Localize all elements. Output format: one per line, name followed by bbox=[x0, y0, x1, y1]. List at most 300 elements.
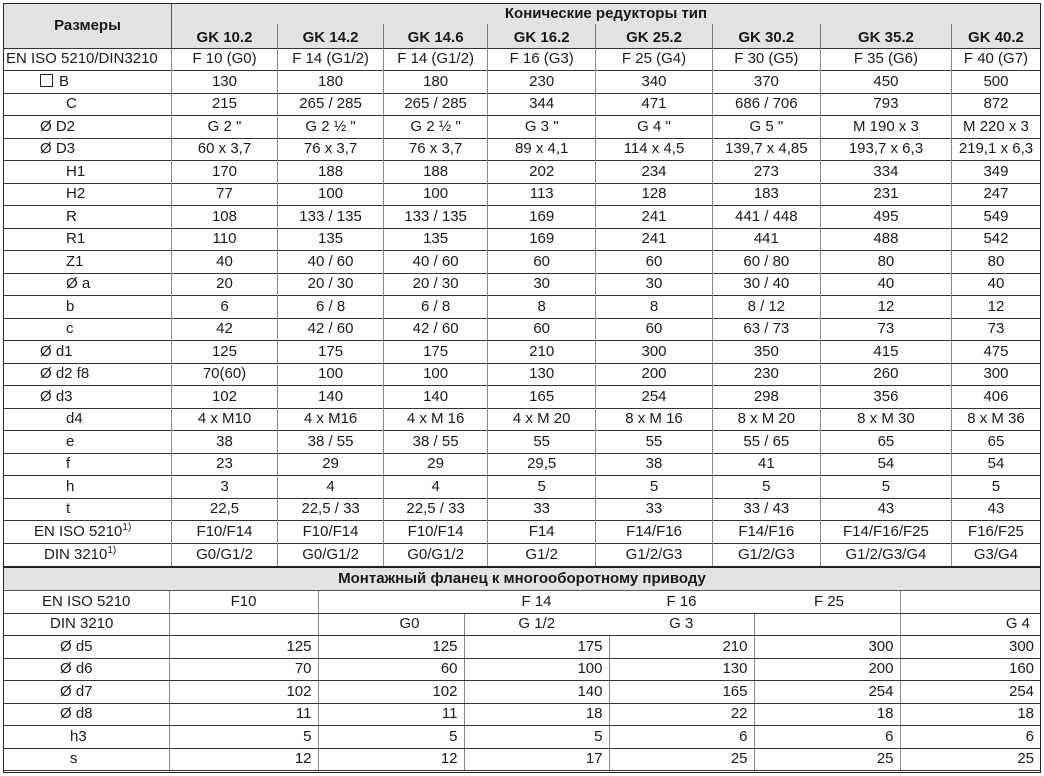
row-label-text: Ø a bbox=[66, 275, 91, 293]
row-label: Ø d6 bbox=[4, 658, 169, 681]
cell: F 30 (G5) bbox=[712, 48, 820, 71]
flange-en-iso-row bbox=[4, 591, 1040, 614]
cell: G 4 " bbox=[596, 116, 712, 139]
cell: 5 bbox=[596, 476, 712, 499]
cell: 76 x 3,7 bbox=[278, 138, 384, 161]
cell: 29 bbox=[384, 453, 488, 476]
cell: 215 bbox=[171, 93, 277, 116]
cell: 254 bbox=[754, 681, 900, 704]
table-row bbox=[4, 228, 1040, 251]
cell: 219,1 x 6,3 bbox=[951, 138, 1040, 161]
table-row bbox=[4, 636, 1040, 659]
cell: 349 bbox=[951, 161, 1040, 184]
cell: 542 bbox=[951, 228, 1040, 251]
cell: F 14 (G1/2) bbox=[384, 48, 488, 71]
row-label bbox=[4, 273, 171, 296]
cell: 113 bbox=[488, 183, 596, 206]
cell: 22,5 / 33 bbox=[384, 498, 488, 521]
cell: 38 / 55 bbox=[384, 431, 488, 454]
table-row bbox=[4, 681, 1040, 704]
row-label-text: t bbox=[66, 500, 71, 518]
row-label bbox=[4, 408, 171, 431]
cell: 60 bbox=[596, 251, 712, 274]
cell: M 220 x 3 bbox=[951, 116, 1040, 139]
cell: 60 bbox=[596, 318, 712, 341]
row-label-text: Ø d2 f8 bbox=[40, 365, 90, 383]
cell: F10 bbox=[169, 591, 318, 614]
cell: 130 bbox=[609, 658, 754, 681]
cell: 234 bbox=[596, 161, 712, 184]
cell: 3 bbox=[171, 476, 277, 499]
cell: F 10 (G0) bbox=[171, 48, 277, 71]
cell: 133 / 135 bbox=[278, 206, 384, 229]
table-row bbox=[4, 138, 1040, 161]
row-label bbox=[4, 228, 171, 251]
row-label bbox=[4, 318, 171, 341]
cell: 340 bbox=[596, 71, 712, 94]
cell: G1/2/G3 bbox=[596, 543, 712, 566]
cell: 180 bbox=[384, 71, 488, 94]
cell: 188 bbox=[278, 161, 384, 184]
cell: 441 bbox=[712, 228, 820, 251]
cell: 23 bbox=[171, 453, 277, 476]
cell: 300 bbox=[596, 341, 712, 364]
cell: 100 bbox=[384, 363, 488, 386]
cell: 4 bbox=[278, 476, 384, 499]
cell: F14/F16/F25 bbox=[820, 521, 951, 544]
cell: 300 bbox=[754, 636, 900, 659]
row-label-text: Z1 bbox=[66, 252, 84, 270]
cell: 170 bbox=[171, 161, 277, 184]
row-label bbox=[4, 93, 171, 116]
cell: 60 / 80 bbox=[712, 251, 820, 274]
cell bbox=[900, 591, 1040, 614]
cell: 241 bbox=[596, 228, 712, 251]
row-label-text: Ø d1 bbox=[40, 342, 73, 360]
row-label bbox=[4, 48, 171, 71]
cell: 55 / 65 bbox=[712, 431, 820, 454]
cell: 298 bbox=[712, 386, 820, 409]
row-label bbox=[4, 183, 171, 206]
cell: 33 bbox=[488, 498, 596, 521]
cell: 29 bbox=[278, 453, 384, 476]
group-title: Конические редукторы тип bbox=[171, 4, 1040, 24]
model-header: GK 16.2 bbox=[488, 24, 596, 48]
cell: 54 bbox=[820, 453, 951, 476]
row-label bbox=[4, 296, 171, 319]
cell: 100 bbox=[278, 183, 384, 206]
table-row bbox=[4, 521, 1040, 544]
cell: 30 bbox=[596, 273, 712, 296]
footnote-mark: 1) bbox=[107, 544, 117, 556]
table-row bbox=[4, 703, 1040, 726]
cell: 5 bbox=[951, 476, 1040, 499]
cell: 300 bbox=[900, 636, 1040, 659]
cell: 42 bbox=[171, 318, 277, 341]
row-label bbox=[4, 543, 171, 566]
cell: G0/G1/2 bbox=[278, 543, 384, 566]
cell: 193,7 x 6,3 bbox=[820, 138, 951, 161]
cell: 60 bbox=[488, 251, 596, 274]
cell: 471 bbox=[596, 93, 712, 116]
cell: 70 bbox=[169, 658, 318, 681]
row-label bbox=[4, 251, 171, 274]
cell: 140 bbox=[384, 386, 488, 409]
cell: 254 bbox=[596, 386, 712, 409]
cell: 18 bbox=[754, 703, 900, 726]
cell: 265 / 285 bbox=[384, 93, 488, 116]
cell: 6 / 8 bbox=[384, 296, 488, 319]
cell: G1/2 bbox=[488, 543, 596, 566]
row-label: Ø d5 bbox=[4, 636, 169, 659]
table-row bbox=[4, 341, 1040, 364]
cell: F10/F14 bbox=[278, 521, 384, 544]
cell: 43 bbox=[820, 498, 951, 521]
cell: 441 / 448 bbox=[712, 206, 820, 229]
model-header: GK 35.2 bbox=[820, 24, 951, 48]
cell: 77 bbox=[171, 183, 277, 206]
cell: 130 bbox=[171, 71, 277, 94]
cell: 54 bbox=[951, 453, 1040, 476]
row-label-text: R bbox=[66, 207, 77, 225]
table-row bbox=[4, 48, 1040, 71]
cell bbox=[169, 613, 318, 636]
cell: 210 bbox=[609, 636, 754, 659]
cell: 139,7 x 4,85 bbox=[712, 138, 820, 161]
cell: 100 bbox=[278, 363, 384, 386]
cell: 135 bbox=[384, 228, 488, 251]
cell: 38 bbox=[596, 453, 712, 476]
cell: 356 bbox=[820, 386, 951, 409]
cell: F 35 (G6) bbox=[820, 48, 951, 71]
cell: 128 bbox=[596, 183, 712, 206]
cell: 60 x 3,7 bbox=[171, 138, 277, 161]
cell: 140 bbox=[278, 386, 384, 409]
cell: G0 bbox=[318, 613, 464, 636]
dimension-sheet bbox=[3, 3, 1041, 773]
cell: 12 bbox=[318, 748, 464, 771]
cell: G 2 ½ " bbox=[278, 116, 384, 139]
row-label-text: H2 bbox=[66, 185, 86, 203]
cell: 110 bbox=[171, 228, 277, 251]
row-label: DIN 3210 bbox=[4, 613, 169, 636]
cell: 22 bbox=[609, 703, 754, 726]
row-label bbox=[4, 453, 171, 476]
cell: G 2 ½ " bbox=[384, 116, 488, 139]
cell: 40 / 60 bbox=[384, 251, 488, 274]
table-row bbox=[4, 386, 1040, 409]
cell: F14/F16 bbox=[712, 521, 820, 544]
cell: 406 bbox=[951, 386, 1040, 409]
cell: 42 / 60 bbox=[384, 318, 488, 341]
cell: G3/G4 bbox=[951, 543, 1040, 566]
cell: 63 / 73 bbox=[712, 318, 820, 341]
cell: 29,5 bbox=[488, 453, 596, 476]
row-label-text: EN ISO 5210 bbox=[34, 522, 123, 540]
square-symbol-icon bbox=[40, 74, 53, 87]
row-label-text: R1 bbox=[66, 230, 86, 248]
cell: 42 / 60 bbox=[278, 318, 384, 341]
table-row bbox=[4, 206, 1040, 229]
row-label: EN ISO 5210 bbox=[4, 591, 169, 614]
cell: 165 bbox=[609, 681, 754, 704]
cell: 73 bbox=[951, 318, 1040, 341]
cell: 100 bbox=[384, 183, 488, 206]
row-label bbox=[4, 116, 171, 139]
cell: 102 bbox=[169, 681, 318, 704]
cell: F10/F14 bbox=[384, 521, 488, 544]
cell: 5 bbox=[169, 726, 318, 749]
cell: 370 bbox=[712, 71, 820, 94]
row-label-text: H1 bbox=[66, 162, 86, 180]
cell: 89 x 4,1 bbox=[488, 138, 596, 161]
row-label-text: d4 bbox=[66, 410, 83, 428]
model-header: GK 10.2 bbox=[171, 24, 277, 48]
cell: 4 x M 16 bbox=[384, 408, 488, 431]
cell: 25 bbox=[609, 748, 754, 771]
table-row bbox=[4, 543, 1040, 566]
cell: 488 bbox=[820, 228, 951, 251]
row-label-text: e bbox=[66, 432, 75, 450]
cell: 160 bbox=[900, 658, 1040, 681]
row-label-text: DIN 3210 bbox=[44, 545, 108, 563]
cell: 241 bbox=[596, 206, 712, 229]
row-label-text: C bbox=[66, 95, 77, 113]
cell: 73 bbox=[820, 318, 951, 341]
cell: 102 bbox=[171, 386, 277, 409]
cell: 102 bbox=[318, 681, 464, 704]
cell: 100 bbox=[464, 658, 609, 681]
cell: 265 / 285 bbox=[278, 93, 384, 116]
cell: F 14 (G1/2) bbox=[278, 48, 384, 71]
cell: 4 bbox=[384, 476, 488, 499]
cell: F14/F16 bbox=[596, 521, 712, 544]
cell: 334 bbox=[820, 161, 951, 184]
cell: G 3 bbox=[609, 613, 754, 636]
cell: 549 bbox=[951, 206, 1040, 229]
cell: 6 / 8 bbox=[278, 296, 384, 319]
cell: 686 / 706 bbox=[712, 93, 820, 116]
cell: 500 bbox=[951, 71, 1040, 94]
cell: 169 bbox=[488, 206, 596, 229]
cell: 5 bbox=[820, 476, 951, 499]
cell: G 3 " bbox=[488, 116, 596, 139]
cell: F 14 bbox=[464, 591, 609, 614]
model-header: GK 40.2 bbox=[951, 24, 1040, 48]
cell: 18 bbox=[900, 703, 1040, 726]
cell: 175 bbox=[278, 341, 384, 364]
cell: 6 bbox=[754, 726, 900, 749]
cell: 25 bbox=[754, 748, 900, 771]
cell: 5 bbox=[712, 476, 820, 499]
cell: 60 bbox=[488, 318, 596, 341]
row-label-text: b bbox=[66, 297, 75, 315]
cell: 300 bbox=[951, 363, 1040, 386]
cell: 20 / 30 bbox=[278, 273, 384, 296]
cell: 130 bbox=[488, 363, 596, 386]
cell: 108 bbox=[171, 206, 277, 229]
cell: F14 bbox=[488, 521, 596, 544]
cell: 200 bbox=[754, 658, 900, 681]
row-label-text: f bbox=[66, 455, 71, 473]
cell: 20 bbox=[171, 273, 277, 296]
cell: 65 bbox=[820, 431, 951, 454]
flange-dimensions-table bbox=[4, 566, 1040, 772]
cell: 180 bbox=[278, 71, 384, 94]
table-row bbox=[4, 251, 1040, 274]
cell: 793 bbox=[820, 93, 951, 116]
cell: 6 bbox=[900, 726, 1040, 749]
row-label bbox=[4, 498, 171, 521]
row-label bbox=[4, 386, 171, 409]
table-row bbox=[4, 183, 1040, 206]
cell: 495 bbox=[820, 206, 951, 229]
cell: 183 bbox=[712, 183, 820, 206]
cell: 260 bbox=[820, 363, 951, 386]
table-row bbox=[4, 161, 1040, 184]
model-header: GK 14.2 bbox=[278, 24, 384, 48]
cell: G1/2/G3 bbox=[712, 543, 820, 566]
cell: 76 x 3,7 bbox=[384, 138, 488, 161]
model-header: GK 14.6 bbox=[384, 24, 488, 48]
cell: G 2 " bbox=[171, 116, 277, 139]
cell: 11 bbox=[169, 703, 318, 726]
cell: G1/2/G3/G4 bbox=[820, 543, 951, 566]
row-label: s bbox=[4, 748, 169, 771]
table-row bbox=[4, 363, 1040, 386]
table-row bbox=[4, 453, 1040, 476]
cell: 5 bbox=[464, 726, 609, 749]
cell: 230 bbox=[488, 71, 596, 94]
table-row bbox=[4, 273, 1040, 296]
cell: 33 bbox=[596, 498, 712, 521]
cell: F 16 (G3) bbox=[488, 48, 596, 71]
cell: 70(60) bbox=[171, 363, 277, 386]
cell: 65 bbox=[951, 431, 1040, 454]
gearbox-dimensions-table bbox=[4, 4, 1040, 566]
cell: 6 bbox=[609, 726, 754, 749]
cell: 18 bbox=[464, 703, 609, 726]
cell: 5 bbox=[488, 476, 596, 499]
cell: 8 bbox=[596, 296, 712, 319]
row-label bbox=[4, 341, 171, 364]
row-label bbox=[4, 71, 171, 94]
cell: 11 bbox=[318, 703, 464, 726]
cell: F 25 bbox=[754, 591, 900, 614]
flange-title: Монтажный фланец к многооборотному приводу bbox=[4, 567, 1040, 591]
row-label-text: Ø D3 bbox=[40, 140, 76, 158]
table-row bbox=[4, 726, 1040, 749]
cell: 33 / 43 bbox=[712, 498, 820, 521]
cell: G 5 " bbox=[712, 116, 820, 139]
cell: 4 x M 20 bbox=[488, 408, 596, 431]
table-row bbox=[4, 93, 1040, 116]
cell: 60 bbox=[318, 658, 464, 681]
cell: G 1/2 bbox=[464, 613, 609, 636]
row-label bbox=[4, 363, 171, 386]
cell: 273 bbox=[712, 161, 820, 184]
row-label bbox=[4, 206, 171, 229]
row-label-text: h bbox=[66, 477, 75, 495]
cell bbox=[318, 591, 464, 614]
cell: 40 bbox=[820, 273, 951, 296]
cell: 133 / 135 bbox=[384, 206, 488, 229]
cell: F 16 bbox=[609, 591, 754, 614]
size-header: Размеры bbox=[4, 4, 171, 48]
cell: 30 / 40 bbox=[712, 273, 820, 296]
cell: 165 bbox=[488, 386, 596, 409]
cell: 125 bbox=[171, 341, 277, 364]
cell: 135 bbox=[278, 228, 384, 251]
row-label bbox=[4, 476, 171, 499]
cell: 55 bbox=[488, 431, 596, 454]
cell: 5 bbox=[318, 726, 464, 749]
table-row bbox=[4, 296, 1040, 319]
cell: 140 bbox=[464, 681, 609, 704]
cell: F 40 (G7) bbox=[951, 48, 1040, 71]
cell: G 4 bbox=[900, 613, 1040, 636]
cell: 350 bbox=[712, 341, 820, 364]
table-row bbox=[4, 71, 1040, 94]
cell: 38 / 55 bbox=[278, 431, 384, 454]
table-row bbox=[4, 498, 1040, 521]
model-header: GK 30.2 bbox=[712, 24, 820, 48]
cell: 8 x M 30 bbox=[820, 408, 951, 431]
cell: 43 bbox=[951, 498, 1040, 521]
row-label-text: Ø D2 bbox=[40, 117, 76, 135]
table-row bbox=[4, 476, 1040, 499]
cell: 80 bbox=[820, 251, 951, 274]
row-label-text: B bbox=[59, 72, 70, 90]
cell: 40 bbox=[171, 251, 277, 274]
cell: 22,5 bbox=[171, 498, 277, 521]
model-header: GK 25.2 bbox=[596, 24, 712, 48]
cell: 247 bbox=[951, 183, 1040, 206]
cell: 415 bbox=[820, 341, 951, 364]
table-row bbox=[4, 408, 1040, 431]
cell: 38 bbox=[171, 431, 277, 454]
cell: 254 bbox=[900, 681, 1040, 704]
row-label-text: EN ISO 5210/DIN3210 bbox=[6, 50, 158, 68]
cell: 8 / 12 bbox=[712, 296, 820, 319]
cell: 230 bbox=[712, 363, 820, 386]
cell: 8 x M 20 bbox=[712, 408, 820, 431]
row-label bbox=[4, 161, 171, 184]
cell: 40 / 60 bbox=[278, 251, 384, 274]
cell: 22,5 / 33 bbox=[278, 498, 384, 521]
row-label bbox=[4, 138, 171, 161]
cell: 4 x M16 bbox=[278, 408, 384, 431]
table-row bbox=[4, 748, 1040, 771]
table-row bbox=[4, 431, 1040, 454]
cell: 114 x 4,5 bbox=[596, 138, 712, 161]
cell: 25 bbox=[900, 748, 1040, 771]
cell: 8 x M 36 bbox=[951, 408, 1040, 431]
cell: 125 bbox=[169, 636, 318, 659]
row-label-text: c bbox=[66, 320, 74, 338]
table-row bbox=[4, 658, 1040, 681]
cell: 450 bbox=[820, 71, 951, 94]
cell: 6 bbox=[171, 296, 277, 319]
row-label-text: Ø d3 bbox=[40, 387, 73, 405]
cell: 8 bbox=[488, 296, 596, 319]
cell: 169 bbox=[488, 228, 596, 251]
cell: 231 bbox=[820, 183, 951, 206]
cell: 40 bbox=[951, 273, 1040, 296]
table-row bbox=[4, 116, 1040, 139]
cell: 175 bbox=[464, 636, 609, 659]
cell: G0/G1/2 bbox=[384, 543, 488, 566]
